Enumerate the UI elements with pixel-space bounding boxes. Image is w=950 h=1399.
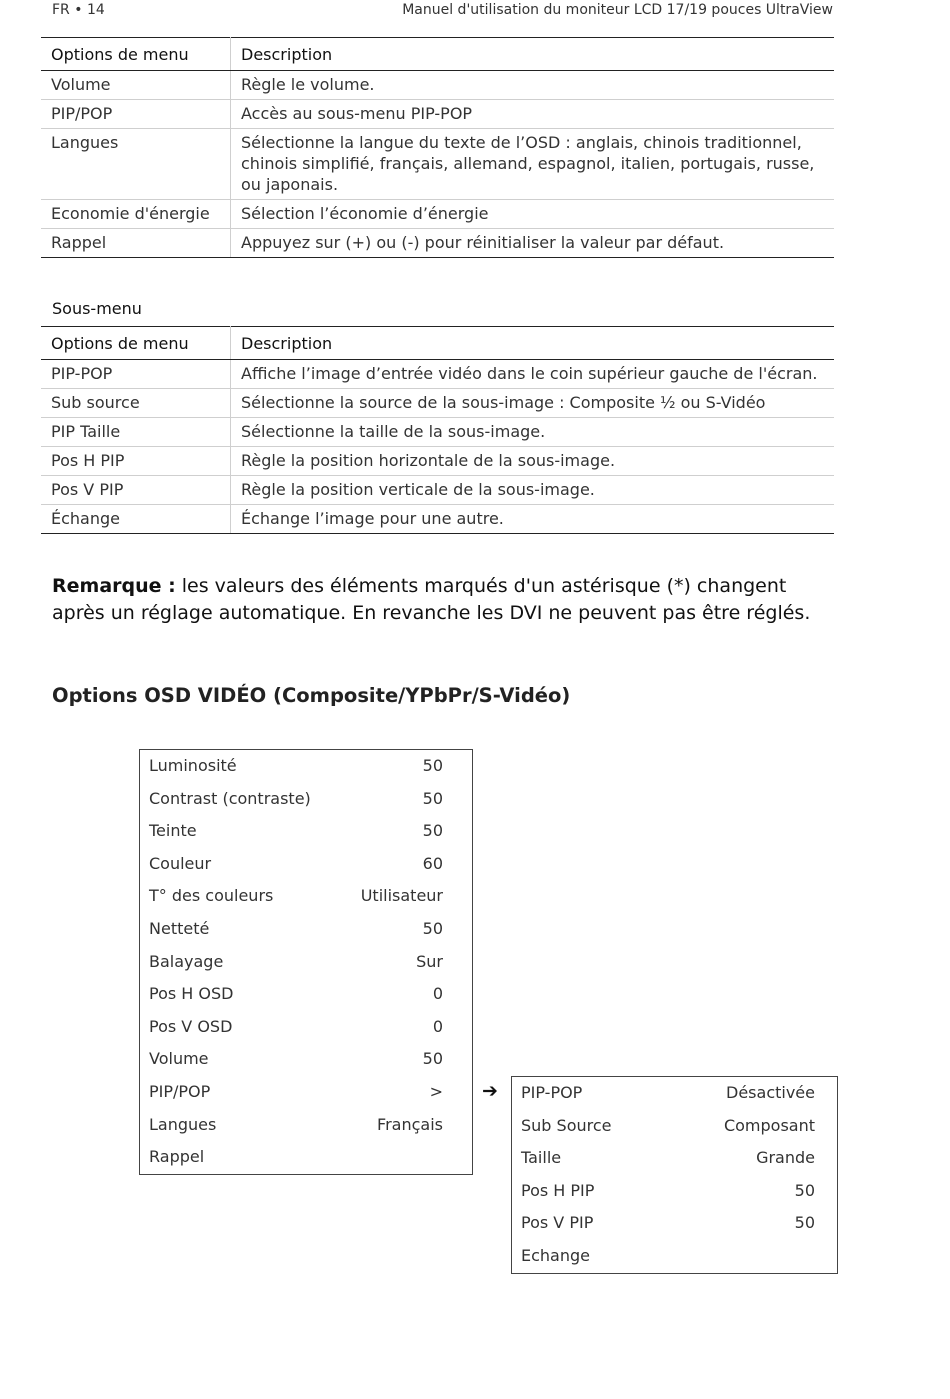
table-row [41,447,834,476]
osd-label: Pos H PIP [521,1180,595,1200]
osd-label: Pos H OSD [149,984,234,1004]
option-cell: PIP/POP [41,100,231,129]
column-header-option: Options de menu [41,38,231,71]
osd-label: Sub Source [521,1115,612,1135]
description-cell: Accès au sous-menu PIP-POP [231,100,835,129]
osd-label: Netteté [149,918,210,938]
osd-row-pos-v-osd [149,1011,443,1044]
table-row [41,505,834,534]
table-row [41,100,834,129]
table-header-row [41,38,834,71]
osd-value: Grande [756,1148,815,1168]
note-text: les valeurs des éléments marqués d'un astérisque (*) changent après un réglage automatique. En revanche les DVI ne peuvent pas être réglés. [52,575,811,624]
option-cell: PIP-POP [41,360,231,389]
column-header-description: Description [231,38,835,71]
osd-value: 60 [422,853,443,873]
section-title: Options OSD VIDÉO (Composite/YPbPr/S-Vidéo) [52,684,571,707]
option-cell: Rappel [41,229,231,258]
osd-label: Teinte [149,821,197,841]
osd-label: PIP/POP [149,1081,211,1101]
osd-value: Utilisateur [360,886,443,906]
osd-row-couleur [149,848,443,881]
osd-row-sub-source [521,1110,815,1143]
osd-value: 0 [432,984,443,1004]
column-header-description: Description [231,327,835,360]
osd-value: Désactivée [726,1083,815,1102]
osd-label: Langues [149,1114,217,1134]
option-cell: PIP Taille [41,418,231,447]
osd-label: Pos V OSD [149,1016,233,1036]
osd-row-pos-h-osd [149,978,443,1011]
osd-label: Balayage [149,951,224,971]
osd-pip-submenu [511,1076,838,1274]
page-header [52,2,833,22]
option-cell: Échange [41,505,231,534]
option-cell: Economie d'énergie [41,200,231,229]
option-cell: Pos H PIP [41,447,231,476]
osd-value: 50 [422,788,443,808]
option-cell: Langues [41,129,231,200]
table-row [41,200,834,229]
option-cell: Volume [41,71,231,100]
osd-value: 50 [422,821,443,841]
table-row [41,389,834,418]
osd-label: Luminosité [149,756,237,775]
osd-row-pos-v-pip [521,1207,815,1240]
osd-value: 50 [422,918,443,938]
osd-label: Taille [521,1148,562,1168]
submenu-options-table [41,326,834,534]
table-row [41,229,834,258]
description-cell: Règle la position horizontale de la sous-image. [231,447,835,476]
osd-row-langues [149,1109,443,1142]
osd-row-nettete [149,913,443,946]
column-header-option: Options de menu [41,327,231,360]
table-row [41,71,834,100]
option-cell: Sub source [41,389,231,418]
osd-label: T° des couleurs [149,886,274,906]
manual-title: Manuel d'utilisation du moniteur LCD 17/19 pouces UltraView [402,2,833,18]
option-cell: Pos V PIP [41,476,231,505]
osd-label: Echange [521,1245,590,1265]
submenu-caption: Sous-menu [52,299,142,318]
osd-row-contrast [149,783,443,816]
osd-row-temperature [149,880,443,913]
menu-options-table [41,37,834,258]
osd-row-teinte [149,815,443,848]
note-paragraph [52,573,842,627]
osd-value: 50 [794,1213,815,1233]
description-cell: Sélection l’économie d’énergie [231,200,835,229]
osd-value: Composant [723,1115,815,1135]
description-cell: Sélectionne la langue du texte de l’OSD : anglais, chinois traditionnel, chinois simplifié, français, allemand, espagnol, italien, portugais, russe, ou japonais. [231,129,835,200]
osd-value: Sur [416,951,443,971]
osd-row-pos-h-pip [521,1175,815,1208]
osd-row-echange [521,1240,815,1273]
osd-value: Français [377,1114,443,1134]
table-header-row [41,327,834,360]
osd-value: 50 [794,1180,815,1200]
osd-value: > [429,1081,443,1101]
description-cell: Règle la position verticale de la sous-image. [231,476,835,505]
osd-label: Rappel [149,1147,205,1167]
description-cell: Échange l’image pour une autre. [231,505,835,534]
osd-label: Pos V PIP [521,1213,594,1233]
table-row [41,360,834,389]
table-row [41,418,834,447]
osd-row-rappel [149,1141,443,1174]
table-row [41,476,834,505]
osd-row-taille [521,1142,815,1175]
osd-row-volume [149,1043,443,1076]
description-cell: Sélectionne la source de la sous-image : Composite ½ ou S-Vidéo [231,389,835,418]
osd-value: 50 [422,1049,443,1069]
osd-main-menu [139,749,473,1175]
osd-label: Volume [149,1049,209,1069]
osd-row-luminosite [149,750,443,783]
arrow-right-icon: ➔ [482,1080,498,1102]
page-number: FR • 14 [52,2,105,18]
osd-label: PIP-POP [521,1083,583,1102]
osd-value: 50 [422,756,443,775]
osd-value: 0 [432,1016,443,1036]
osd-label: Couleur [149,853,212,873]
osd-row-balayage [149,946,443,979]
osd-row-pip-pop [521,1077,815,1110]
osd-label: Contrast (contraste) [149,788,311,808]
table-row [41,129,834,200]
osd-row-pip-pop [149,1076,443,1109]
description-cell: Appuyez sur (+) ou (-) pour réinitialiser la valeur par défaut. [231,229,835,258]
note-label: Remarque : [52,575,176,597]
description-cell: Affiche l’image d’entrée vidéo dans le coin supérieur gauche de l'écran. [231,360,835,389]
description-cell: Règle le volume. [231,71,835,100]
description-cell: Sélectionne la taille de la sous-image. [231,418,835,447]
